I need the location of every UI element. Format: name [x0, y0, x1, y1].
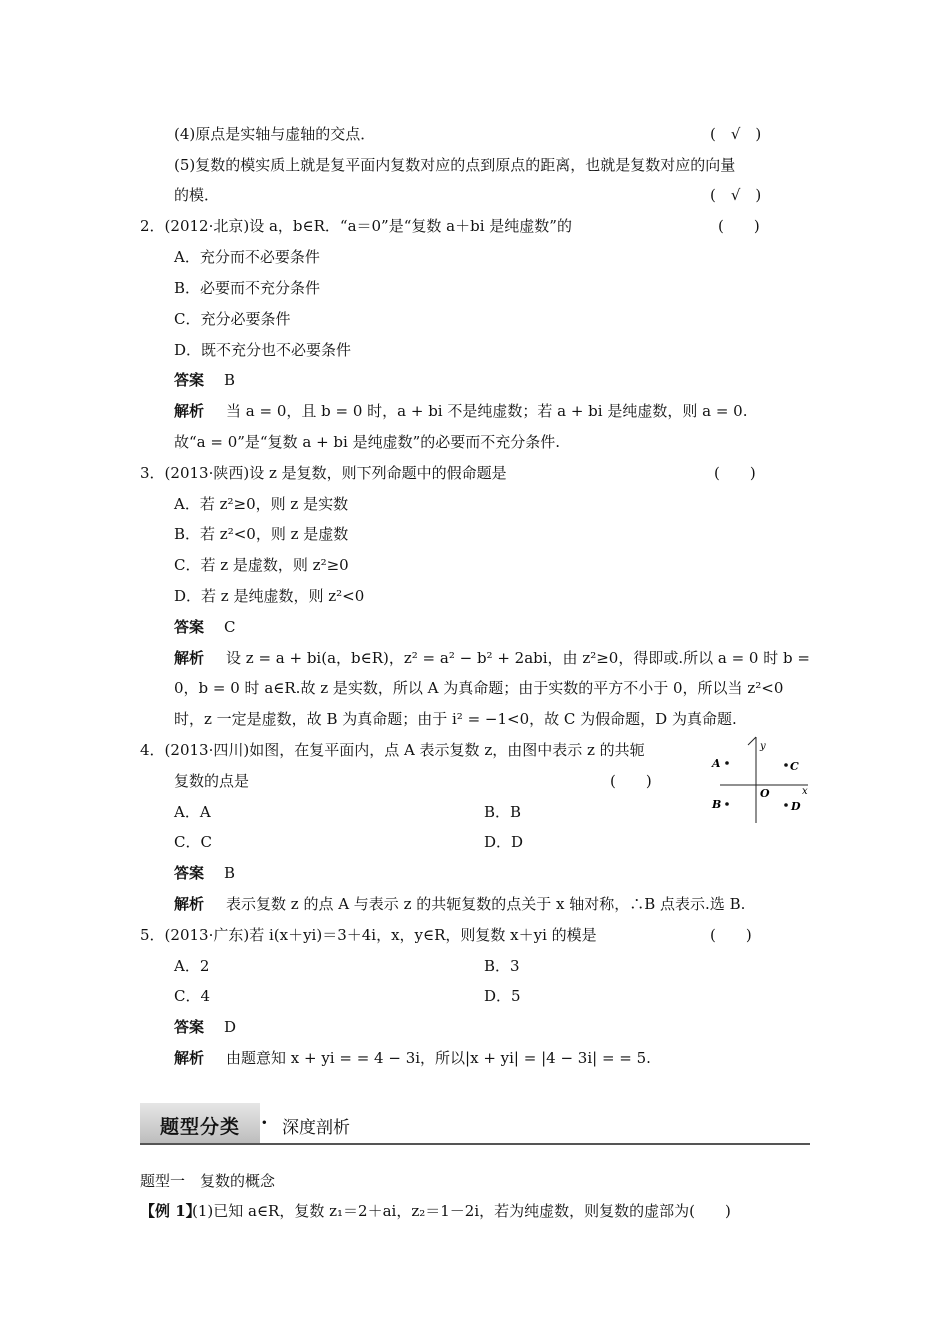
type-title: 题型一 复数的概念	[140, 1172, 276, 1190]
y-axis-arrow	[748, 737, 756, 745]
q2-explain-label: 解析	[174, 402, 205, 420]
complex-plane-figure	[700, 735, 815, 830]
item-4-statement: (4)原点是实轴与虚轴的交点．	[174, 125, 376, 143]
q5-option-d: D．5	[484, 987, 521, 1005]
q5-explain-label: 解析	[174, 1049, 205, 1067]
y-axis-label: y	[760, 741, 766, 752]
origin-label: O	[760, 787, 770, 800]
q5-option-a: A．2	[174, 957, 210, 975]
q4-explain-label: 解析	[174, 895, 205, 913]
q5-answer: D	[224, 1018, 237, 1036]
question-2: 2．(2012·北京)设 a，b∈R．“a＝0”是“复数 a＋bi 是纯虚数”的	[140, 217, 572, 235]
q5-explain: 由题意知 x + yi = = 4 − 3i，所以|x + yi| = |4 − 3i| = = 5.	[226, 1049, 651, 1067]
point-a	[725, 761, 729, 765]
q2-explain-1: 当 a = 0，且 b = 0 时，a + bi 不是纯虚数；若 a + bi 是纯虚数，则 a = 0.	[226, 402, 748, 420]
point-c-label: C	[790, 760, 799, 773]
example-label: 【例 1】	[140, 1202, 201, 1220]
q4-explain: 表示复数 z 的点 A 与表示 z 的共轭复数的点关于 x 轴对称，∴B 点表示.选 B.	[226, 895, 746, 913]
q3-explain-1: 设 z = a + bi(a，b∈R)，z² = a² − b² + 2abi，由 z²≥0，得即或.所以 a = 0 时 b =	[226, 649, 810, 667]
q2-option-c: C．充分必要条件	[174, 310, 291, 328]
point-b	[725, 802, 729, 806]
q2-answer-label: 答案	[174, 371, 205, 389]
point-a-label: A	[712, 757, 721, 770]
question-4-blank: ( )	[610, 772, 652, 790]
q4-option-b: B．B	[484, 803, 522, 821]
q3-explain-2: 0，b = 0 时 a∈R.故 z 是实数，所以 A 为真命题；由于实数的平方不小于 0，所以当 z²<0	[174, 679, 784, 697]
example-1-text: (1)已知 a∈R，复数 z₁＝2＋ai，z₂＝1－2i，若为纯虚数，则复数的虚部为( )	[192, 1202, 731, 1220]
point-b-label: B	[712, 798, 722, 811]
q4-option-a: A．A	[174, 803, 211, 821]
q2-answer: B	[224, 371, 236, 389]
question-3: 3．(2013·陕西)设 z 是复数，则下列命题中的假命题是	[140, 464, 507, 482]
point-c	[784, 763, 788, 767]
question-4-cont: 复数的点是	[174, 772, 250, 790]
q4-answer: B	[224, 864, 236, 882]
q5-option-c: C．4	[174, 987, 211, 1005]
question-4: 4．(2013·四川)如图，在复平面内，点 A 表示复数 z，由图中表示 z 的共轭	[140, 741, 645, 759]
q2-option-a: A．充分而不必要条件	[174, 248, 320, 266]
q5-option-b: B．3	[484, 957, 520, 975]
banner-title: 题型分类	[160, 1116, 241, 1138]
q3-option-a: A．若 z²≥0，则 z 是实数	[174, 495, 349, 513]
point-d	[784, 803, 788, 807]
section-banner	[140, 1103, 810, 1145]
item-4-judgement: ( √ )	[710, 125, 762, 143]
point-d-label: D	[791, 800, 801, 813]
item-5-judgement: ( √ )	[710, 186, 762, 204]
q3-option-b: B．若 z²<0，则 z 是虚数	[174, 525, 349, 543]
q3-explain-label: 解析	[174, 649, 205, 667]
q3-answer-label: 答案	[174, 618, 205, 636]
item-5-statement: (5)复数的模实质上就是复平面内复数对应的点到原点的距离，也就是复数对应的向量	[174, 156, 736, 174]
q3-option-c: C．若 z 是虚数，则 z²≥0	[174, 556, 349, 574]
q4-option-d: D．D	[484, 833, 524, 851]
question-5: 5．(2013·广东)若 i(x＋yi)＝3＋4i，x，y∈R，则复数 x＋yi 的模是	[140, 926, 597, 944]
banner-subtitle: 深度剖析	[282, 1118, 350, 1138]
question-2-blank: ( )	[718, 217, 760, 235]
q3-answer: C	[224, 618, 236, 636]
q3-option-d: D．若 z 是纯虚数，则 z²<0	[174, 587, 365, 605]
q5-answer-label: 答案	[174, 1018, 205, 1036]
x-axis-label: x	[802, 786, 808, 797]
q4-answer-label: 答案	[174, 864, 205, 882]
question-3-blank: ( )	[714, 464, 756, 482]
banner-separator: ·	[261, 1112, 268, 1134]
q3-explain-3: 时，z 一定是虚数，故 B 为真命题；由于 i² = −1<0，故 C 为假命题，D 为真命题.	[174, 710, 737, 728]
q2-option-b: B．必要而不充分条件	[174, 279, 321, 297]
q2-option-d: D．既不充分也不必要条件	[174, 341, 352, 359]
q2-explain-2: 故“a = 0”是“复数 a + bi 是纯虚数”的必要而不充分条件.	[174, 433, 561, 451]
q4-option-c: C．C	[174, 833, 212, 851]
item-5-statement-cont: 的模．	[174, 186, 220, 204]
question-5-blank: ( )	[710, 926, 752, 944]
